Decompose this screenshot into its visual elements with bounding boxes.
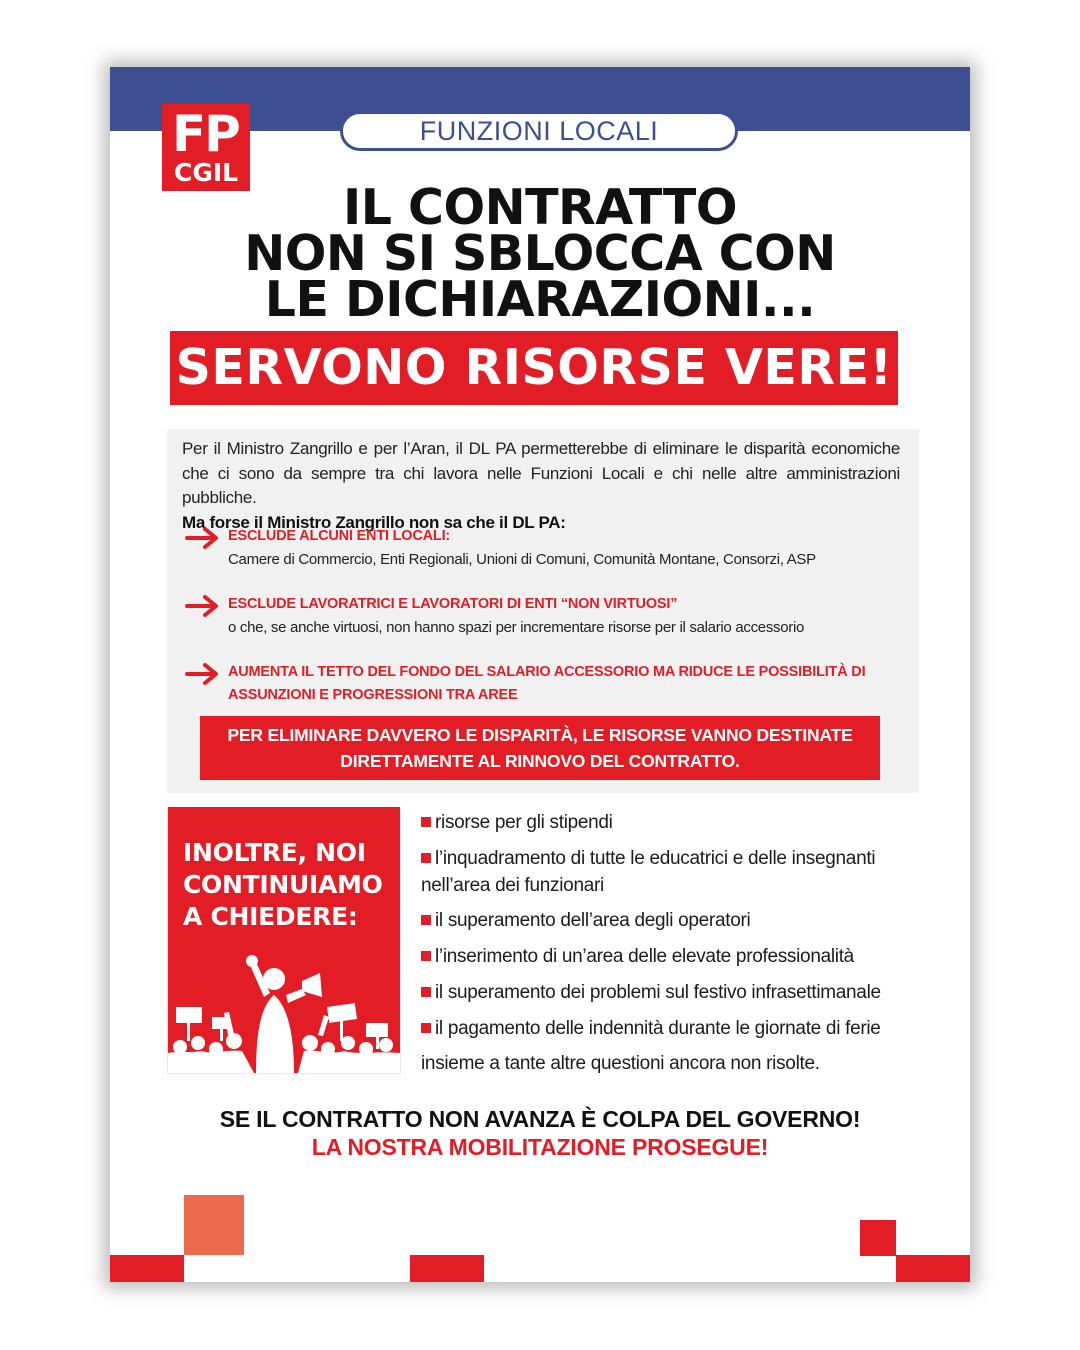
closing-line-red: LA NOSTRA MOBILITAZIONE PROSEGUE!	[311, 1134, 769, 1160]
demand-text: il pagamento delle indennità durante le giornate di ferie	[435, 1018, 881, 1039]
closing-line-black: SE IL CONTRATTO NON AVANZA È COLPA DEL GOVERNO!	[219, 1106, 861, 1132]
headline-line: LE DICHIARAZIONI...	[264, 271, 816, 328]
item-text: Camere di Commercio, Enti Regionali, Unioni di Comuni, Comunità Montane, Consorzi, ASP	[228, 551, 816, 568]
arrow-right-icon	[185, 593, 221, 619]
item-text: o che, se anche virtuosi, non hanno spazi per incrementare risorse per il salario accessorio	[228, 619, 805, 636]
protest-crowd-icon	[168, 935, 400, 1073]
demand-item	[421, 845, 911, 899]
decorative-square	[110, 1255, 184, 1282]
demand-text: l’inquadramento di tutte le educatrici e delle insegnanti nell’area dei funzionari	[421, 848, 876, 896]
demand-text: l’inserimento di un’area delle elevate professionalità	[435, 946, 854, 967]
section-label: FUNZIONI LOCALI	[340, 111, 738, 151]
demand-footer: insieme a tante altre questioni ancora non risolte.	[421, 1053, 820, 1074]
demand-item	[421, 979, 911, 1006]
demand-item	[421, 907, 911, 934]
square-bullet-icon	[421, 853, 431, 863]
decorative-square	[896, 1255, 970, 1282]
item-title: AUMENTA IL TETTO DEL FONDO DEL SALARIO ACCESSORIO MA RIDUCE LE POSSIBILITÀ DI ASSUNZIONI E PROGRESSIONI TRA AREE	[228, 664, 866, 703]
intro-bold: Ma forse il Ministro Zangrillo non sa che il DL PA:	[182, 512, 566, 532]
decorative-square	[410, 1255, 484, 1282]
square-bullet-icon	[421, 1023, 431, 1033]
square-bullet-icon	[421, 817, 431, 827]
demand-item	[421, 1015, 911, 1042]
item-title: ESCLUDE ALCUNI ENTI LOCALI:	[228, 528, 451, 544]
demand-text: risorse per gli stipendi	[435, 812, 613, 833]
decorative-square	[184, 1195, 244, 1255]
info-box	[167, 429, 919, 793]
demand-text: il superamento dei problemi sul festivo infrasettimanale	[435, 982, 881, 1003]
logo-fp: FP	[172, 105, 239, 163]
demand-item	[421, 809, 911, 836]
demand-title: INOLTRE, NOI CONTINUIAMO A CHIEDERE:	[183, 838, 383, 931]
item-title: ESCLUDE LAVORATRICI E LAVORATORI DI ENTI “NON VIRTUOSI”	[228, 596, 678, 612]
decorative-square	[860, 1220, 896, 1256]
headline-line: IL CONTRATTO	[342, 179, 738, 236]
logo-cgil: CGIL	[174, 158, 239, 187]
fp-cgil-logo	[162, 104, 250, 191]
headline-line: NON SI SBLOCCA CON	[244, 225, 836, 282]
arrow-right-icon	[185, 525, 221, 551]
demand-item	[421, 943, 911, 970]
headline	[110, 179, 970, 328]
demand-text: il superamento dell’area degli operatori	[435, 910, 751, 931]
demand-panel	[167, 807, 401, 1074]
sub-banner: PER ELIMINARE DAVVERO LE DISPARITÀ, LE RISORSE VANNO DESTINATE DIRETTAMENTE AL RINNOVO DEL CONTRATTO.	[200, 716, 880, 780]
main-banner: SERVONO RISORSE VERE!	[170, 331, 898, 405]
poster	[110, 67, 970, 1282]
square-bullet-icon	[421, 987, 431, 997]
square-bullet-icon	[421, 951, 431, 961]
closing-statement	[110, 1105, 970, 1161]
intro-text: Per il Ministro Zangrillo e per l’Aran, il DL PA permetterebbe di eliminare le disparità economiche che ci sono da sempre tra chi lavora nelle Funzioni Locali e chi nelle altre amministrazioni pubbliche.	[182, 439, 900, 507]
intro-paragraph	[182, 437, 900, 535]
square-bullet-icon	[421, 915, 431, 925]
arrow-right-icon	[185, 661, 221, 687]
